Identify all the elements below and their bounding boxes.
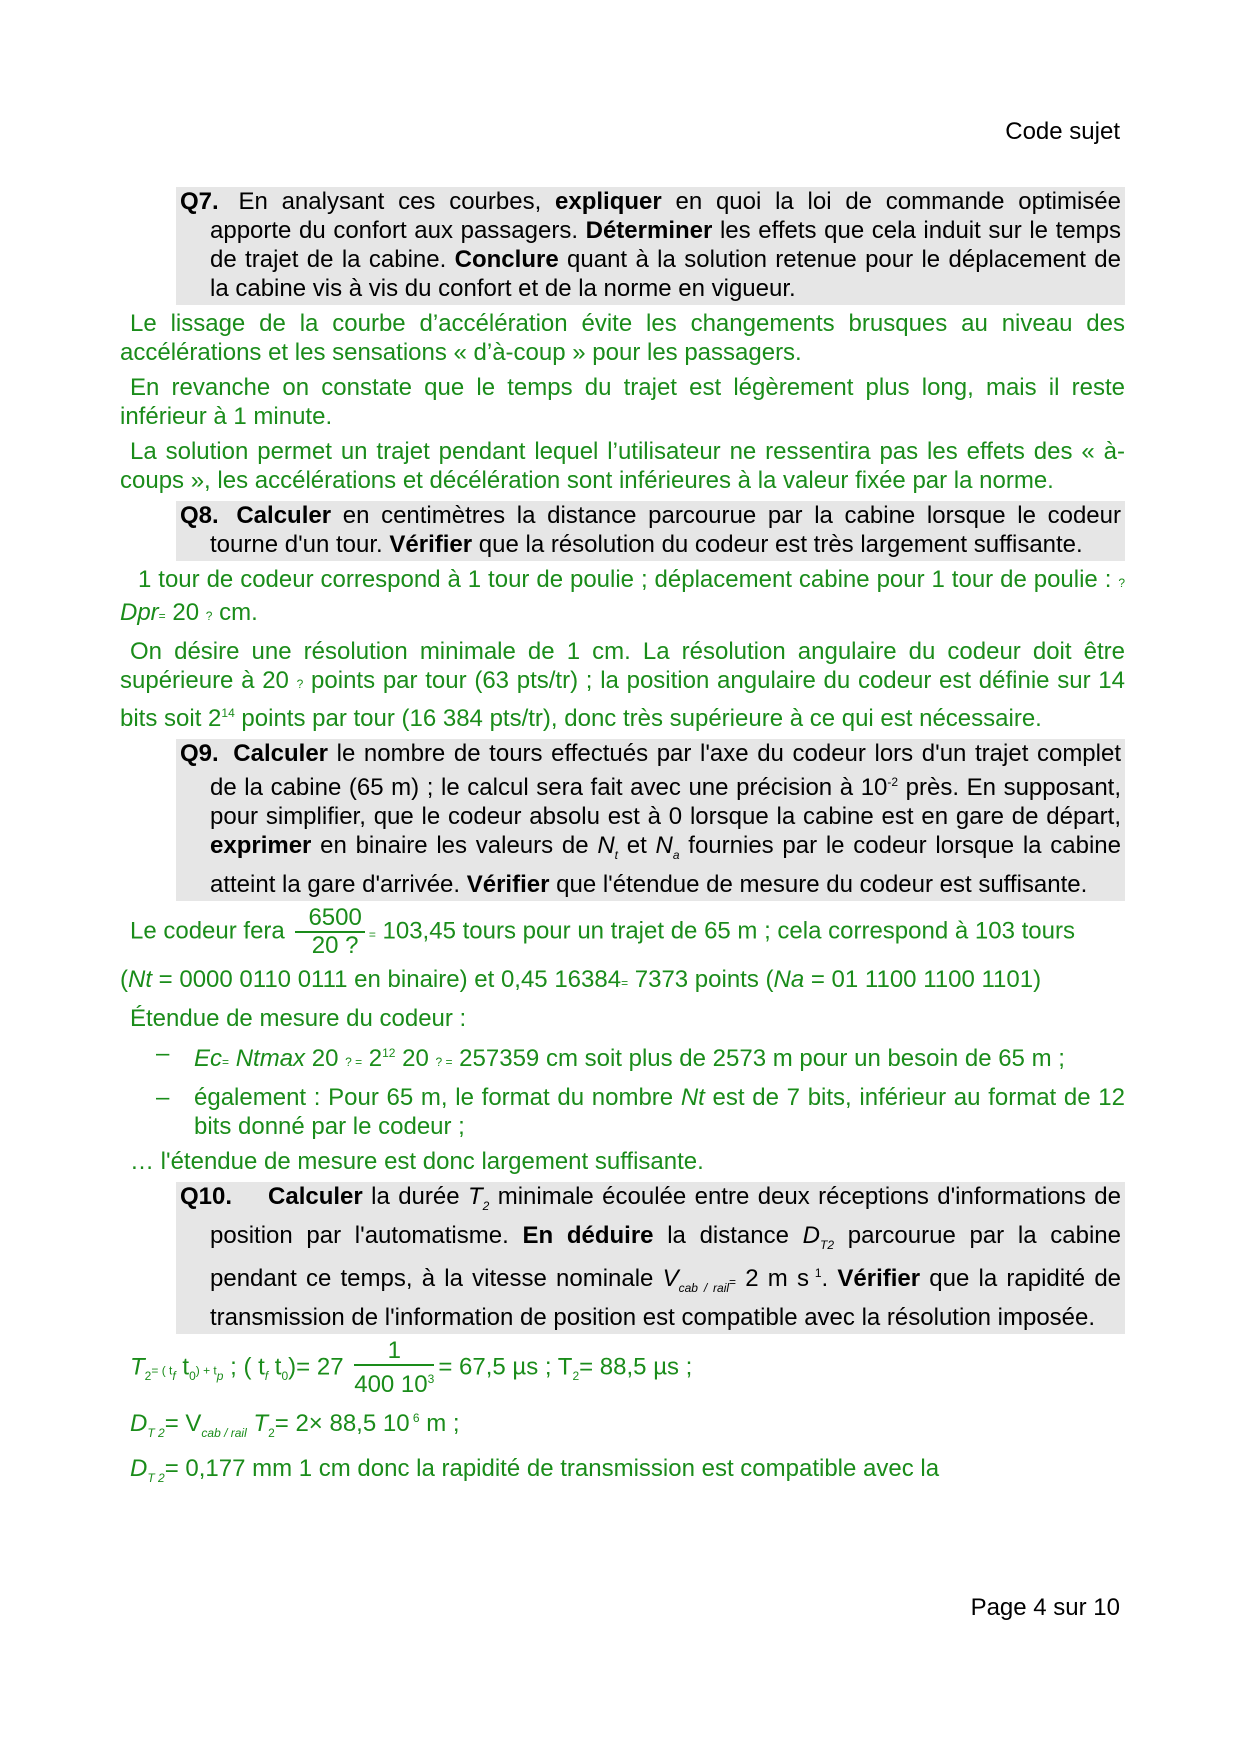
- answer-paragraph: La solution permet un trajet pendant lequel l’utilisateur ne ressentira pas les effets des « à-coups », les accélérations et décélération sont inférieures à la valeur fixée par la norme.: [120, 438, 1125, 494]
- subscript: a: [672, 847, 680, 862]
- subscript: 2: [144, 1369, 152, 1384]
- symbol: ?: [1118, 576, 1125, 590]
- subscript: p: [216, 1369, 224, 1384]
- equation-line: [130, 1454, 1125, 1493]
- equation-line: [130, 1338, 1125, 1398]
- variable: Nt: [680, 1083, 705, 1111]
- text: également : Pour 65 m, le format du nombre: [194, 1083, 681, 1111]
- variable: Ntmax: [229, 1044, 306, 1072]
- answer-line: [120, 905, 1125, 959]
- text: et: [618, 832, 656, 859]
- symbol: =: [729, 1275, 737, 1290]
- text: que la résolution du codeur est très largement suffisante.: [472, 531, 1083, 558]
- keyword: Conclure: [454, 246, 559, 273]
- exponent: 14: [221, 706, 235, 720]
- exponent: 6: [409, 1411, 420, 1426]
- text: fournies par le codeur lorsque la cabine atteint la gare d'arrivée.: [210, 832, 1121, 898]
- answer-line: Étendue de mesure du codeur :: [130, 1004, 467, 1032]
- answer-q7: [120, 309, 1125, 495]
- question-q7-text: [180, 187, 1121, 303]
- symbol: ? =: [345, 1054, 363, 1069]
- symbol: ? =: [435, 1054, 453, 1069]
- exponent: -2: [887, 775, 899, 789]
- text: On désire une résolution minimale de 1 cm. La résolution angulaire du codeur doit être supérieure à 20: [120, 638, 1125, 694]
- text: en quoi la loi de commande optimisée apporte du confort aux passagers.: [210, 188, 1121, 244]
- symbol: ) + t: [195, 1363, 217, 1378]
- fraction: [354, 1338, 434, 1398]
- subscript: cab / rail: [678, 1281, 730, 1296]
- text: .: [821, 1265, 838, 1293]
- text: 7373 points (: [628, 965, 774, 993]
- subscript: t: [614, 847, 619, 862]
- variable: Ec: [194, 1044, 223, 1072]
- exponent: 3: [427, 1372, 435, 1387]
- keyword: expliquer: [555, 188, 662, 215]
- text: parcourue par la cabine pendant ce temps, à la vitesse nominale: [210, 1221, 1121, 1293]
- keyword: exprimer: [210, 832, 312, 859]
- text: points par tour (63 pts/tr) ; la position angulaire du codeur est définie sur 14 bits soit 2: [120, 667, 1126, 732]
- symbol: ?: [296, 677, 304, 691]
- text: t: [175, 1353, 190, 1381]
- subject-code: Code sujet: [1005, 118, 1120, 145]
- text: ; ( t: [223, 1353, 265, 1381]
- text: 257359 cm soit plus de 2573 m pour un besoin de 65 m ;: [452, 1044, 1065, 1072]
- keyword: Déterminer: [585, 217, 713, 244]
- subscript: f: [264, 1369, 269, 1384]
- keyword: Calculer: [236, 502, 332, 529]
- text: points par tour (16 384 pts/tr), donc très supérieure à ce qui est nécessaire.: [234, 705, 1042, 732]
- keyword: Vérifier: [837, 1265, 921, 1293]
- keyword: En déduire: [522, 1221, 654, 1249]
- answer-line: … l'étendue de mesure est donc largement suffisante.: [130, 1147, 704, 1175]
- answer-paragraph: En revanche on constate que le temps du trajet est légèrement plus long, mais il reste inférieur à 1 minute.: [120, 374, 1125, 430]
- variable: N: [655, 832, 673, 859]
- variable: Na: [773, 965, 805, 993]
- variable: V: [662, 1265, 679, 1293]
- equation-line: [130, 1404, 1125, 1448]
- variable: D: [802, 1221, 821, 1249]
- question-q8-text: [180, 501, 1121, 559]
- symbol: =: [368, 927, 376, 942]
- text: en centimètres la distance parcourue par la cabine lorsque le codeur tourne d'un tour.: [210, 502, 1121, 558]
- question-q9: [176, 739, 1125, 901]
- subscript: 2: [572, 1369, 580, 1384]
- subscript: 0: [281, 1369, 289, 1384]
- question-number: Q10.: [180, 1182, 233, 1210]
- variable: D: [130, 1410, 148, 1438]
- variable: N: [597, 832, 615, 859]
- text: que la rapidité de transmission de l'information de position est compatible avec la résolution imposée.: [210, 1265, 1122, 1332]
- exponent: 1: [808, 1266, 822, 1281]
- question-q7: [176, 187, 1125, 305]
- question-q9-text: [180, 739, 1121, 899]
- subscript: 0: [189, 1369, 196, 1384]
- dash-mark: –: [156, 1083, 170, 1111]
- text: (: [120, 965, 128, 993]
- text: 2: [362, 1044, 383, 1072]
- symbol: =: [222, 1054, 230, 1069]
- text: = 88,5 µs ;: [579, 1353, 693, 1381]
- answer-paragraph: [120, 565, 1125, 631]
- answer-q9: [120, 905, 1125, 1176]
- keyword: Calculer: [268, 1182, 363, 1210]
- text: 1 tour de codeur correspond à 1 tour de poulie ; déplacement cabine pour 1 tour de poulie :: [138, 566, 1119, 593]
- symbol: = ( t: [151, 1363, 173, 1378]
- question-q10-text: [180, 1182, 1121, 1332]
- text: )= 27: [288, 1353, 351, 1381]
- text: 20: [165, 599, 206, 626]
- answer-paragraph: Le lissage de la courbe d’accélération évite les changements brusques au niveau des accélérations et les sensations « d’à-coup » pour les passagers.: [120, 310, 1125, 366]
- numerator: 1: [354, 1338, 434, 1366]
- variable: T: [246, 1410, 269, 1438]
- text: = 01 1100 1100 1101): [804, 965, 1042, 993]
- numerator: 6500: [295, 905, 364, 933]
- text: Le codeur fera: [130, 917, 292, 945]
- answer-q10: [120, 1338, 1125, 1493]
- text: minimale écoulée entre deux réceptions d'informations de position par l'automatisme.: [210, 1182, 1121, 1249]
- answer-paragraph: [120, 637, 1125, 733]
- text: = 0000 0110 0111 en binaire) et 0,45 16384: [152, 965, 622, 993]
- subscript: T2: [820, 1237, 835, 1252]
- text: est de 7 bits, inférieur au format de 12 bits donné par le codeur ;: [194, 1083, 1125, 1140]
- symbol: =: [621, 975, 629, 990]
- dash-text: [194, 1083, 1125, 1141]
- text: t: [268, 1353, 282, 1381]
- question-q10: [176, 1182, 1125, 1334]
- subscript: T 2: [147, 1470, 165, 1485]
- text: 20: [305, 1044, 346, 1072]
- question-number: Q8.: [180, 502, 219, 529]
- text: 2 m s: [736, 1265, 809, 1293]
- subscript: 2: [268, 1425, 275, 1440]
- denominator: 20 ?: [311, 931, 359, 959]
- text: m ;: [419, 1410, 460, 1438]
- variable: T: [467, 1182, 483, 1210]
- fraction: [295, 905, 364, 959]
- dash-item: [120, 1083, 1125, 1141]
- variable: T: [130, 1353, 145, 1381]
- variable: D: [130, 1454, 148, 1482]
- symbol: =: [158, 609, 166, 623]
- text: = 0,177 mm 1 cm donc la rapidité de transmission est compatible avec la: [164, 1454, 940, 1482]
- text: que l'étendue de mesure du codeur est suffisante.: [549, 870, 1088, 898]
- question-q8: [176, 501, 1125, 561]
- text: = 67,5 µs ; T: [438, 1353, 573, 1381]
- text: les effets que cela induit sur le temps de trajet de la cabine.: [210, 217, 1122, 273]
- denominator-text: 400 10: [354, 1371, 428, 1399]
- subscript: 2: [482, 1198, 490, 1213]
- text: la distance: [653, 1221, 803, 1249]
- keyword: Calculer: [233, 740, 329, 767]
- text: 20: [395, 1044, 436, 1072]
- text: en binaire les valeurs de: [311, 832, 598, 859]
- dash-item: [120, 1039, 1125, 1077]
- text: = 2× 88,5 10: [274, 1410, 410, 1438]
- text: près. En supposant, pour simplifier, que le codeur absolu est à 0 lorsque la cabine est en gare de départ,: [210, 774, 1122, 830]
- text: = V: [164, 1410, 202, 1438]
- symbol: ?: [205, 609, 213, 623]
- subscript: cab / rail: [201, 1425, 247, 1440]
- text: quant à la solution retenue pour le déplacement de la cabine vis à vis du confort et de la norme en vigueur.: [210, 246, 1122, 302]
- question-number: Q9.: [180, 740, 219, 767]
- text: cm.: [212, 599, 258, 626]
- question-number: Q7.: [180, 188, 219, 215]
- variable: Dpr: [120, 599, 159, 626]
- text: le nombre de tours effectués par l'axe du codeur lors d'un trajet complet de la cabine (65 m) ; le calcul sera fait avec une précision à 10: [210, 740, 1122, 801]
- subscript: f: [172, 1369, 176, 1384]
- text: En analysant ces courbes,: [224, 188, 556, 215]
- dash-mark: –: [156, 1039, 170, 1067]
- page-number: Page 4 sur 10: [970, 1594, 1120, 1621]
- subscript: T 2: [147, 1425, 165, 1440]
- exponent: 12: [382, 1045, 396, 1060]
- keyword: Vérifier: [466, 870, 550, 898]
- keyword: Vérifier: [389, 531, 473, 558]
- text: 103,45 tours pour un trajet de 65 m ; cela correspond à 103 tours: [375, 917, 1075, 945]
- page-content: [120, 187, 1125, 1499]
- answer-line: [120, 965, 1125, 998]
- answer-q8: [120, 565, 1125, 733]
- dash-text: [194, 1039, 1125, 1077]
- variable: Nt: [128, 965, 152, 993]
- denominator: [354, 1366, 434, 1398]
- text: la durée: [362, 1182, 468, 1210]
